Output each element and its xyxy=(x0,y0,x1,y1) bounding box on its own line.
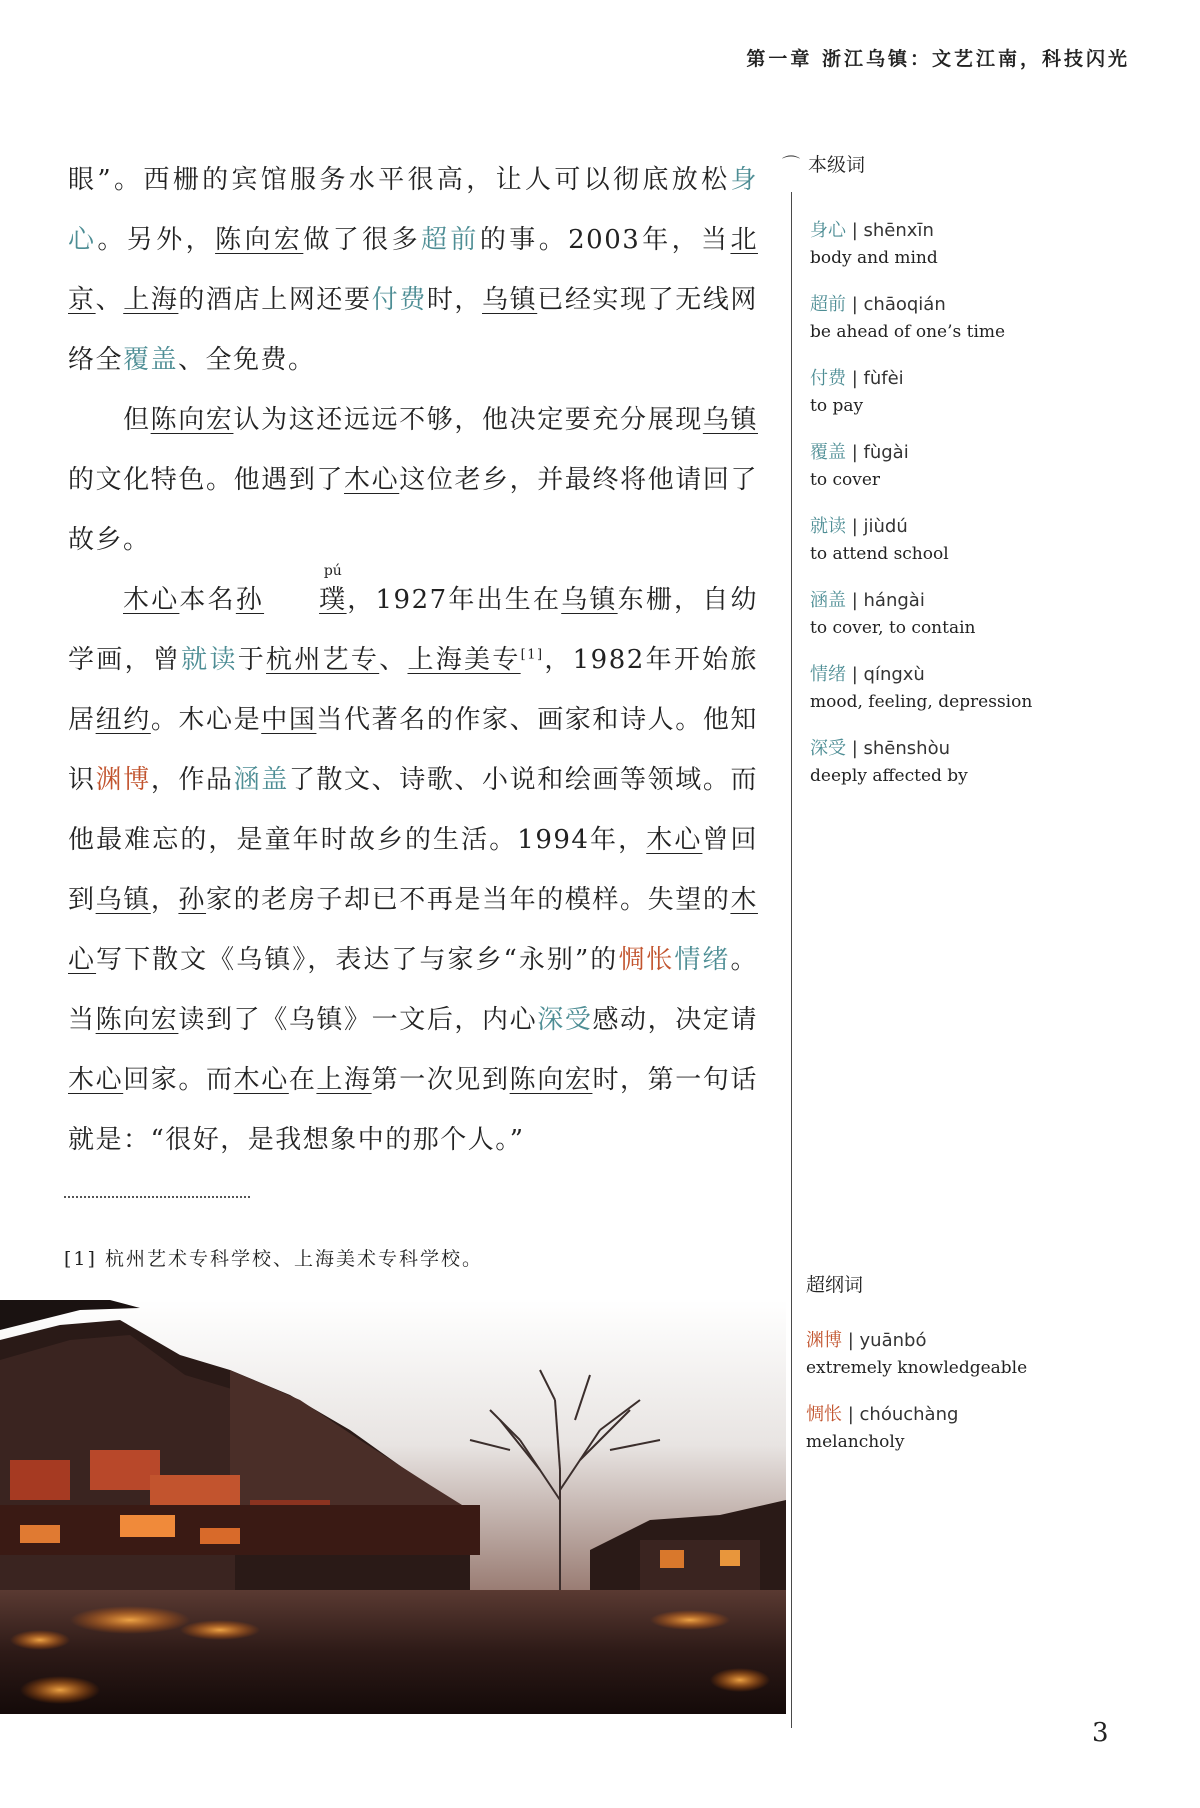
definition: to pay xyxy=(810,396,864,416)
definition: melancholy xyxy=(806,1432,905,1452)
separator: | xyxy=(846,516,864,537)
paragraph-2 xyxy=(68,390,758,570)
pinyin: qíngxù xyxy=(863,664,925,685)
paragraph-1 xyxy=(68,150,758,390)
proper-noun: 木心 xyxy=(68,1065,124,1095)
text-run: 读到了《乌镇》一文后，内心 xyxy=(178,1005,538,1035)
glossary-entry xyxy=(806,1402,1186,1476)
pinyin: fùgài xyxy=(863,442,909,463)
glossary-entry xyxy=(810,440,1190,514)
text-run: ，1982年开始旅居 xyxy=(68,645,758,735)
proper-noun: 纽约 xyxy=(95,705,151,735)
text-run: 已经实现了无线网络全 xyxy=(68,285,758,375)
footnote: [1] 杭州艺术专科学校、上海美术专科学校。 xyxy=(64,1248,483,1270)
text-run: 这位老乡，并最终将他请回了故乡。 xyxy=(68,465,758,555)
text-run: 了散文、诗歌、小说和绘画等领域。而他最难忘的，是童年时故乡的生活。1994年， xyxy=(68,765,758,855)
advanced-vocab-word: 惆怅 xyxy=(618,945,675,975)
headword: 覆盖 xyxy=(810,442,846,463)
super-glossary-heading: 超纲词 xyxy=(806,1274,864,1296)
text-run: 眼”。西栅的宾馆服务水平很高，让人可以彻底放松 xyxy=(68,165,731,195)
glossary-heading xyxy=(782,150,865,177)
definition: be ahead of one’s time xyxy=(810,322,1006,342)
headword-line xyxy=(810,588,1190,614)
headword-line xyxy=(810,440,1190,466)
separator: | xyxy=(846,220,864,241)
footnote-ref: [1] xyxy=(520,647,544,663)
margin-rule xyxy=(791,192,792,1728)
proper-noun: 陈向宏 xyxy=(95,1005,179,1035)
proper-noun: 乌镇 xyxy=(482,285,538,315)
text-run: 。当 xyxy=(68,945,758,1035)
text-run: 认为这还远远不够，他决定要充分展现 xyxy=(233,405,703,435)
text-run: 东栅，自幼学画，曾 xyxy=(68,585,758,675)
vocab-word: 超前 xyxy=(421,225,480,255)
definition: to cover xyxy=(810,470,881,490)
headword: 深受 xyxy=(810,738,846,759)
headword-line xyxy=(806,1402,1186,1428)
page-number: 3 xyxy=(1092,1718,1109,1748)
text-run: 。另外， xyxy=(97,225,216,255)
proper-noun: 乌镇 xyxy=(561,585,618,615)
separator: | xyxy=(846,738,864,759)
headword: 就读 xyxy=(810,516,846,537)
paragraph-3 xyxy=(68,563,758,1170)
ruby-wrapper xyxy=(264,563,347,630)
pinyin: shēnshòu xyxy=(863,738,950,759)
proper-noun: 乌镇 xyxy=(95,885,151,915)
advanced-vocab-word: 渊博 xyxy=(95,765,151,795)
glossary-entry xyxy=(810,588,1190,662)
definition: to cover, to contain xyxy=(810,618,976,638)
glossary-entry xyxy=(810,218,1190,292)
proper-noun: 上海 xyxy=(316,1065,372,1095)
vocab-word: 就读 xyxy=(181,645,238,675)
headword-line xyxy=(810,366,1190,392)
definition: mood, feeling, depression xyxy=(810,692,1033,712)
headword-line xyxy=(806,1328,1186,1354)
headword: 情绪 xyxy=(810,664,846,685)
text-run: 、 xyxy=(95,285,124,315)
footnote-divider xyxy=(64,1196,250,1198)
photo-illustration xyxy=(0,1300,786,1714)
pinyin: chāoqián xyxy=(863,294,946,315)
text-run: 。木心是 xyxy=(150,705,262,735)
text-run: 曾回到 xyxy=(68,825,758,915)
definition: deeply affected by xyxy=(810,766,968,786)
text-run: 家的老房子却已不再是当年的模样。失望的 xyxy=(206,885,731,915)
vocab-word: 覆盖 xyxy=(123,345,179,375)
proper-noun: 璞 xyxy=(319,585,347,615)
pinyin: chóuchàng xyxy=(859,1404,959,1425)
proper-noun: 北京 xyxy=(68,225,758,315)
proper-noun: 陈向宏 xyxy=(215,225,304,255)
text-run: 回家。而 xyxy=(123,1065,234,1095)
headword-line xyxy=(810,662,1190,688)
text-run: 、 xyxy=(379,645,408,675)
text-run: 当代著名的作家、画家和诗人。他知识 xyxy=(68,705,758,795)
proper-noun: 木心 xyxy=(344,465,400,495)
proper-noun: 陈向宏 xyxy=(509,1065,593,1095)
pinyin: fùfèi xyxy=(863,368,904,389)
pinyin: yuānbó xyxy=(859,1330,927,1351)
separator: | xyxy=(846,442,864,463)
separator: | xyxy=(842,1330,860,1351)
glossary-entry xyxy=(810,662,1190,736)
proper-noun: 上海 xyxy=(123,285,179,315)
headword: 涵盖 xyxy=(810,590,846,611)
vocab-word: 涵盖 xyxy=(233,765,289,795)
running-header: 第一章 浙江乌镇：文艺江南，科技闪光 xyxy=(746,48,1130,70)
glossary-entry xyxy=(810,292,1190,366)
text-run: 的文化特色。他遇到了 xyxy=(68,465,345,495)
text-run: 、全免费。 xyxy=(178,345,316,375)
proper-noun: 孙 xyxy=(235,585,265,615)
vocab-word: 付费 xyxy=(371,285,427,315)
vocab-word: 情绪 xyxy=(674,945,731,975)
vocab-word: 身心 xyxy=(68,165,758,255)
super-glossary-list xyxy=(806,1328,1186,1476)
proper-noun: 乌镇 xyxy=(702,405,758,435)
text-run: ，作品 xyxy=(150,765,234,795)
proper-noun: 木心 xyxy=(123,585,180,615)
proper-noun: 中国 xyxy=(261,705,317,735)
bracket-icon: ⌒ xyxy=(782,155,800,176)
separator: | xyxy=(846,590,864,611)
text-run: 于 xyxy=(237,645,267,675)
wuzhen-night-photo xyxy=(0,1300,786,1714)
vocab-word: 深受 xyxy=(537,1005,593,1035)
glossary-entry xyxy=(806,1328,1186,1402)
separator: | xyxy=(846,294,864,315)
headword-line xyxy=(810,514,1190,540)
headword-line xyxy=(810,736,1190,762)
pinyin-annotation: pú xyxy=(323,563,342,579)
headword: 渊博 xyxy=(806,1330,842,1351)
headword: 超前 xyxy=(810,294,846,315)
main-text xyxy=(68,150,758,1170)
proper-noun: 上海美专 xyxy=(407,645,521,675)
glossary-entry xyxy=(810,736,1190,810)
headword-line xyxy=(810,218,1190,244)
proper-noun: 木心 xyxy=(233,1065,289,1095)
text-run: 写下散文《乌镇》，表达了与家乡“永别”的 xyxy=(96,945,619,975)
definition: extremely knowledgeable xyxy=(806,1358,1028,1378)
proper-noun: 孙 xyxy=(178,885,207,915)
glossary-entry xyxy=(810,514,1190,588)
pinyin: jiùdú xyxy=(863,516,908,537)
separator: | xyxy=(842,1404,860,1425)
text-run: 时，第一句话就是：“很好，是我想象中的那个人。” xyxy=(68,1065,758,1155)
text-run: 做了很多 xyxy=(303,225,422,255)
headword: 付费 xyxy=(810,368,846,389)
separator: | xyxy=(846,664,864,685)
headword: 惆怅 xyxy=(806,1404,842,1425)
headword-line xyxy=(810,292,1190,318)
proper-noun: 陈向宏 xyxy=(150,405,234,435)
text-run: 感动，决定请 xyxy=(592,1005,758,1035)
proper-noun: 杭州艺专 xyxy=(266,645,380,675)
text-run: 第一次见到 xyxy=(371,1065,510,1095)
text-run: 在 xyxy=(288,1065,317,1095)
text-run: 时， xyxy=(426,285,483,315)
text-run: 本名 xyxy=(179,585,236,615)
glossary-list xyxy=(810,218,1190,810)
glossary-entry xyxy=(810,366,1190,440)
definition: to attend school xyxy=(810,544,949,564)
definition: body and mind xyxy=(810,248,938,268)
text-run: ，1927年出生在 xyxy=(346,585,562,615)
separator: | xyxy=(846,368,864,389)
headword: 身心 xyxy=(810,220,846,241)
text-run: 的酒店上网还要 xyxy=(178,285,372,315)
proper-noun: 木心 xyxy=(646,825,703,855)
pinyin: hángài xyxy=(863,590,925,611)
proper-noun: 木心 xyxy=(68,885,758,975)
glossary-heading-label: 本级词 xyxy=(808,154,866,176)
text-run: 但 xyxy=(123,405,151,435)
pinyin: shēnxīn xyxy=(863,220,934,241)
text-run: 的事。2003年，当 xyxy=(479,225,731,255)
text-run: ， xyxy=(150,885,179,915)
